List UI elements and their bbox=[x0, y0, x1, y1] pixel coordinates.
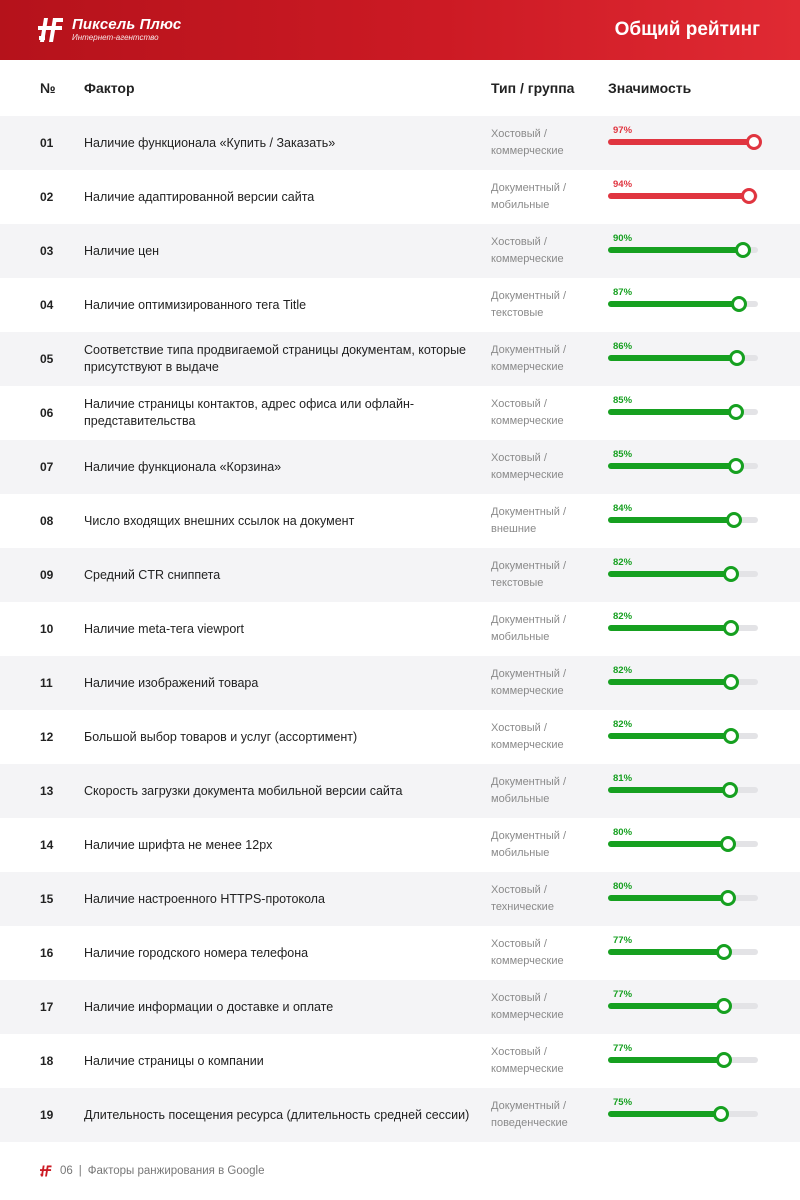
significance-knob bbox=[713, 1106, 729, 1122]
factor-type bbox=[491, 494, 591, 548]
significance-percent: 80% bbox=[613, 881, 633, 892]
factor-name bbox=[84, 1034, 479, 1088]
type-line-2: внешние bbox=[491, 523, 537, 535]
table-row bbox=[0, 278, 800, 332]
significance-bar bbox=[608, 494, 758, 548]
table-row bbox=[0, 710, 800, 764]
factor-text: Наличие страницы о компании bbox=[84, 1053, 264, 1068]
type-line-2: коммерческие bbox=[491, 1063, 564, 1075]
significance-track bbox=[608, 949, 758, 955]
type-line-2: поведенческие bbox=[491, 1117, 568, 1129]
factor-name bbox=[84, 602, 479, 656]
type-line-2: мобильные bbox=[491, 793, 550, 805]
significance-bar bbox=[608, 332, 758, 386]
significance-fill bbox=[608, 517, 734, 523]
factor-name bbox=[84, 1088, 479, 1142]
significance-fill bbox=[608, 625, 731, 631]
type-line-1: Хостовый / bbox=[491, 992, 547, 1004]
factor-text: Наличие функционала «Купить / Заказать» bbox=[84, 135, 336, 150]
significance-percent: 90% bbox=[613, 233, 633, 244]
type-line-1: Документный / bbox=[491, 290, 567, 302]
significance-percent: 86% bbox=[613, 341, 633, 352]
factor-type bbox=[491, 602, 591, 656]
factor-type bbox=[491, 386, 591, 440]
significance-bar bbox=[608, 818, 758, 872]
row-number: 19 bbox=[40, 1108, 54, 1122]
significance-bar bbox=[608, 1088, 758, 1142]
significance-percent: 75% bbox=[613, 1097, 633, 1108]
significance-percent: 77% bbox=[613, 1043, 633, 1054]
row-number: 12 bbox=[40, 730, 54, 744]
factor-text: Средний CTR сниппета bbox=[84, 567, 221, 582]
row-number: 11 bbox=[40, 676, 53, 690]
footer-separator: | bbox=[78, 1165, 82, 1177]
type-line-1: Хостовый / bbox=[491, 128, 547, 140]
significance-bar bbox=[608, 980, 758, 1034]
factor-type bbox=[491, 1034, 591, 1088]
table-row bbox=[0, 1088, 800, 1142]
factor-text: Наличие meta-тега viewport bbox=[84, 621, 244, 636]
significance-knob bbox=[729, 350, 745, 366]
type-line-1: Документный / bbox=[491, 776, 567, 788]
factor-name bbox=[84, 116, 479, 170]
significance-track bbox=[608, 733, 758, 739]
significance-fill bbox=[608, 679, 731, 685]
type-line-2: коммерческие bbox=[491, 361, 564, 373]
factor-text: Наличие информации о доставке и оплате bbox=[84, 999, 334, 1014]
row-number: 04 bbox=[40, 298, 54, 312]
significance-bar bbox=[608, 926, 758, 980]
table-row bbox=[0, 170, 800, 224]
table-row bbox=[0, 440, 800, 494]
table-row bbox=[0, 386, 800, 440]
significance-bar bbox=[608, 440, 758, 494]
significance-fill bbox=[608, 463, 736, 469]
significance-knob bbox=[716, 944, 732, 960]
significance-percent: 77% bbox=[613, 989, 633, 1000]
significance-bar bbox=[608, 278, 758, 332]
page-footer bbox=[40, 1163, 265, 1179]
factor-type bbox=[491, 656, 591, 710]
row-number: 15 bbox=[40, 892, 54, 906]
significance-track bbox=[608, 841, 758, 847]
table-row bbox=[0, 224, 800, 278]
type-line-2: мобильные bbox=[491, 631, 550, 643]
factor-type bbox=[491, 548, 591, 602]
table-row bbox=[0, 656, 800, 710]
significance-fill bbox=[608, 733, 731, 739]
factor-text: Наличие шрифта не менее 12px bbox=[84, 837, 273, 852]
table-row bbox=[0, 602, 800, 656]
column-header-factor: Фактор bbox=[84, 80, 135, 96]
significance-track bbox=[608, 301, 758, 307]
ranking-table bbox=[0, 116, 800, 1142]
factor-type bbox=[491, 278, 591, 332]
significance-fill bbox=[608, 787, 730, 793]
factor-name bbox=[84, 764, 479, 818]
factor-name bbox=[84, 224, 479, 278]
significance-track bbox=[608, 409, 758, 415]
significance-track bbox=[608, 625, 758, 631]
factor-text: Наличие страницы контактов, адрес офиса или офлайн-представительства bbox=[84, 397, 415, 428]
significance-bar bbox=[608, 710, 758, 764]
significance-bar bbox=[608, 116, 758, 170]
significance-fill bbox=[608, 247, 743, 253]
table-row bbox=[0, 494, 800, 548]
factor-name bbox=[84, 980, 479, 1034]
factor-text: Наличие городского номера телефона bbox=[84, 945, 309, 960]
type-line-1: Хостовый / bbox=[491, 398, 547, 410]
factor-text: Длительность посещения ресурса (длительность средней сессии) bbox=[84, 1107, 470, 1122]
significance-fill bbox=[608, 841, 728, 847]
brand-subtitle: Интернет-агентство bbox=[72, 33, 159, 42]
significance-percent: 84% bbox=[613, 503, 633, 514]
significance-fill bbox=[608, 355, 737, 361]
significance-knob bbox=[716, 998, 732, 1014]
significance-bar bbox=[608, 1034, 758, 1088]
factor-name bbox=[84, 440, 479, 494]
factor-type bbox=[491, 764, 591, 818]
row-number: 10 bbox=[40, 622, 54, 636]
factor-text: Большой выбор товаров и услуг (ассортимент) bbox=[84, 729, 358, 744]
significance-percent: 77% bbox=[613, 935, 633, 946]
row-number: 09 bbox=[40, 568, 54, 582]
factor-type bbox=[491, 1088, 591, 1142]
factor-type bbox=[491, 818, 591, 872]
type-line-2: коммерческие bbox=[491, 145, 564, 157]
significance-track bbox=[608, 1003, 758, 1009]
type-line-1: Документный / bbox=[491, 560, 567, 572]
significance-fill bbox=[608, 1111, 721, 1117]
row-number: 16 bbox=[40, 946, 54, 960]
factor-name bbox=[84, 494, 479, 548]
significance-bar bbox=[608, 764, 758, 818]
significance-fill bbox=[608, 409, 736, 415]
table-row bbox=[0, 116, 800, 170]
significance-knob bbox=[728, 404, 744, 420]
significance-track bbox=[608, 247, 758, 253]
factor-text: Наличие адаптированной версии сайта bbox=[84, 189, 315, 204]
factor-name bbox=[84, 332, 479, 386]
brand-name: Пиксель Плюс bbox=[72, 16, 182, 33]
type-line-1: Хостовый / bbox=[491, 938, 547, 950]
row-number: 13 bbox=[40, 784, 54, 798]
row-number: 03 bbox=[40, 244, 54, 258]
factor-name bbox=[84, 872, 479, 926]
table-row bbox=[0, 980, 800, 1034]
significance-knob bbox=[722, 782, 738, 798]
type-line-2: коммерческие bbox=[491, 469, 564, 481]
factor-text: Скорость загрузки документа мобильной версии сайта bbox=[84, 783, 403, 798]
type-line-1: Документный / bbox=[491, 668, 567, 680]
significance-track bbox=[608, 517, 758, 523]
footer-title: Факторы ранжирования в Google bbox=[87, 1165, 265, 1177]
significance-knob bbox=[720, 890, 736, 906]
significance-knob bbox=[716, 1052, 732, 1068]
row-number: 08 bbox=[40, 514, 54, 528]
factor-text: Наличие настроенного HTTPS-протокола bbox=[84, 891, 325, 906]
page-number: 06 bbox=[60, 1165, 73, 1177]
factor-name bbox=[84, 926, 479, 980]
row-number: 14 bbox=[40, 838, 54, 852]
significance-fill bbox=[608, 139, 754, 145]
significance-knob bbox=[720, 836, 736, 852]
type-line-2: мобильные bbox=[491, 199, 550, 211]
factor-type bbox=[491, 224, 591, 278]
factor-name bbox=[84, 278, 479, 332]
brand-logo[interactable] bbox=[38, 14, 181, 46]
significance-bar bbox=[608, 872, 758, 926]
factor-name bbox=[84, 710, 479, 764]
type-line-1: Документный / bbox=[491, 182, 567, 194]
type-line-2: коммерческие bbox=[491, 685, 564, 697]
pixel-plus-logo-icon bbox=[40, 1164, 52, 1178]
type-line-2: коммерческие bbox=[491, 955, 564, 967]
significance-knob bbox=[728, 458, 744, 474]
table-row bbox=[0, 872, 800, 926]
significance-percent: 85% bbox=[613, 449, 633, 460]
significance-bar bbox=[608, 656, 758, 710]
type-line-2: технические bbox=[491, 901, 554, 913]
significance-percent: 80% bbox=[613, 827, 633, 838]
type-line-2: коммерческие bbox=[491, 739, 564, 751]
significance-bar bbox=[608, 170, 758, 224]
pixel-plus-logo-icon bbox=[38, 16, 64, 44]
factor-type bbox=[491, 170, 591, 224]
significance-knob bbox=[723, 620, 739, 636]
type-line-2: коммерческие bbox=[491, 415, 564, 427]
significance-bar bbox=[608, 548, 758, 602]
page-title: Общий рейтинг bbox=[614, 19, 760, 40]
factor-type bbox=[491, 332, 591, 386]
factor-name bbox=[84, 386, 479, 440]
significance-track bbox=[608, 193, 758, 199]
factor-type bbox=[491, 116, 591, 170]
type-line-1: Хостовый / bbox=[491, 722, 547, 734]
significance-knob bbox=[735, 242, 751, 258]
table-row bbox=[0, 764, 800, 818]
factor-text: Наличие оптимизированного тега Title bbox=[84, 297, 307, 312]
significance-fill bbox=[608, 1003, 724, 1009]
row-number: 18 bbox=[40, 1054, 54, 1068]
type-line-1: Документный / bbox=[491, 344, 567, 356]
significance-knob bbox=[746, 134, 762, 150]
type-line-2: текстовые bbox=[491, 307, 544, 319]
significance-fill bbox=[608, 1057, 724, 1063]
significance-knob bbox=[723, 566, 739, 582]
significance-percent: 82% bbox=[613, 611, 633, 622]
type-line-1: Документный / bbox=[491, 506, 567, 518]
significance-track bbox=[608, 679, 758, 685]
factor-type bbox=[491, 980, 591, 1034]
significance-bar bbox=[608, 602, 758, 656]
significance-track bbox=[608, 1057, 758, 1063]
factor-name bbox=[84, 656, 479, 710]
table-row bbox=[0, 926, 800, 980]
significance-percent: 97% bbox=[613, 125, 633, 136]
significance-percent: 85% bbox=[613, 395, 633, 406]
significance-percent: 81% bbox=[613, 773, 633, 784]
factor-name bbox=[84, 818, 479, 872]
significance-track bbox=[608, 571, 758, 577]
type-line-2: коммерческие bbox=[491, 1009, 564, 1021]
table-row bbox=[0, 332, 800, 386]
significance-fill bbox=[608, 301, 739, 307]
row-number: 02 bbox=[40, 190, 54, 204]
column-header-num: № bbox=[40, 80, 56, 96]
significance-knob bbox=[723, 674, 739, 690]
header-bar bbox=[0, 0, 800, 60]
significance-percent: 82% bbox=[613, 719, 633, 730]
type-line-1: Документный / bbox=[491, 830, 567, 842]
column-header-significance: Значимость bbox=[608, 80, 692, 96]
factor-type bbox=[491, 872, 591, 926]
table-row bbox=[0, 818, 800, 872]
type-line-2: текстовые bbox=[491, 577, 544, 589]
factor-text: Наличие изображений товара bbox=[84, 675, 259, 690]
factor-text: Наличие функционала «Корзина» bbox=[84, 459, 282, 474]
type-line-1: Документный / bbox=[491, 614, 567, 626]
significance-percent: 82% bbox=[613, 665, 633, 676]
significance-knob bbox=[726, 512, 742, 528]
significance-fill bbox=[608, 895, 728, 901]
factor-name bbox=[84, 548, 479, 602]
type-line-1: Документный / bbox=[491, 1100, 567, 1112]
row-number: 05 bbox=[40, 352, 54, 366]
significance-knob bbox=[723, 728, 739, 744]
factor-text: Соответствие типа продвигаемой страницы документам, которые присутствуют в выдаче bbox=[84, 343, 467, 374]
significance-track bbox=[608, 139, 758, 145]
significance-percent: 82% bbox=[613, 557, 633, 568]
type-line-1: Хостовый / bbox=[491, 452, 547, 464]
significance-fill bbox=[608, 193, 749, 199]
significance-percent: 94% bbox=[613, 179, 633, 190]
significance-track bbox=[608, 1111, 758, 1117]
significance-track bbox=[608, 463, 758, 469]
row-number: 01 bbox=[40, 136, 54, 150]
type-line-2: коммерческие bbox=[491, 253, 564, 265]
factor-type bbox=[491, 440, 591, 494]
type-line-1: Хостовый / bbox=[491, 1046, 547, 1058]
significance-track bbox=[608, 895, 758, 901]
significance-bar bbox=[608, 224, 758, 278]
factor-type bbox=[491, 710, 591, 764]
row-number: 07 bbox=[40, 460, 54, 474]
row-number: 17 bbox=[40, 1000, 54, 1014]
significance-fill bbox=[608, 949, 724, 955]
significance-track bbox=[608, 787, 758, 793]
significance-knob bbox=[731, 296, 747, 312]
significance-percent: 87% bbox=[613, 287, 633, 298]
factor-type bbox=[491, 926, 591, 980]
type-line-1: Хостовый / bbox=[491, 236, 547, 248]
factor-name bbox=[84, 170, 479, 224]
table-row bbox=[0, 548, 800, 602]
significance-bar bbox=[608, 386, 758, 440]
type-line-1: Хостовый / bbox=[491, 884, 547, 896]
significance-fill bbox=[608, 571, 731, 577]
row-number: 06 bbox=[40, 406, 54, 420]
table-row bbox=[0, 1034, 800, 1088]
column-header-type: Тип / группа bbox=[491, 80, 575, 96]
factor-text: Наличие цен bbox=[84, 243, 160, 258]
significance-knob bbox=[741, 188, 757, 204]
type-line-2: мобильные bbox=[491, 847, 550, 859]
factor-text: Число входящих внешних ссылок на документ bbox=[84, 513, 355, 528]
significance-track bbox=[608, 355, 758, 361]
